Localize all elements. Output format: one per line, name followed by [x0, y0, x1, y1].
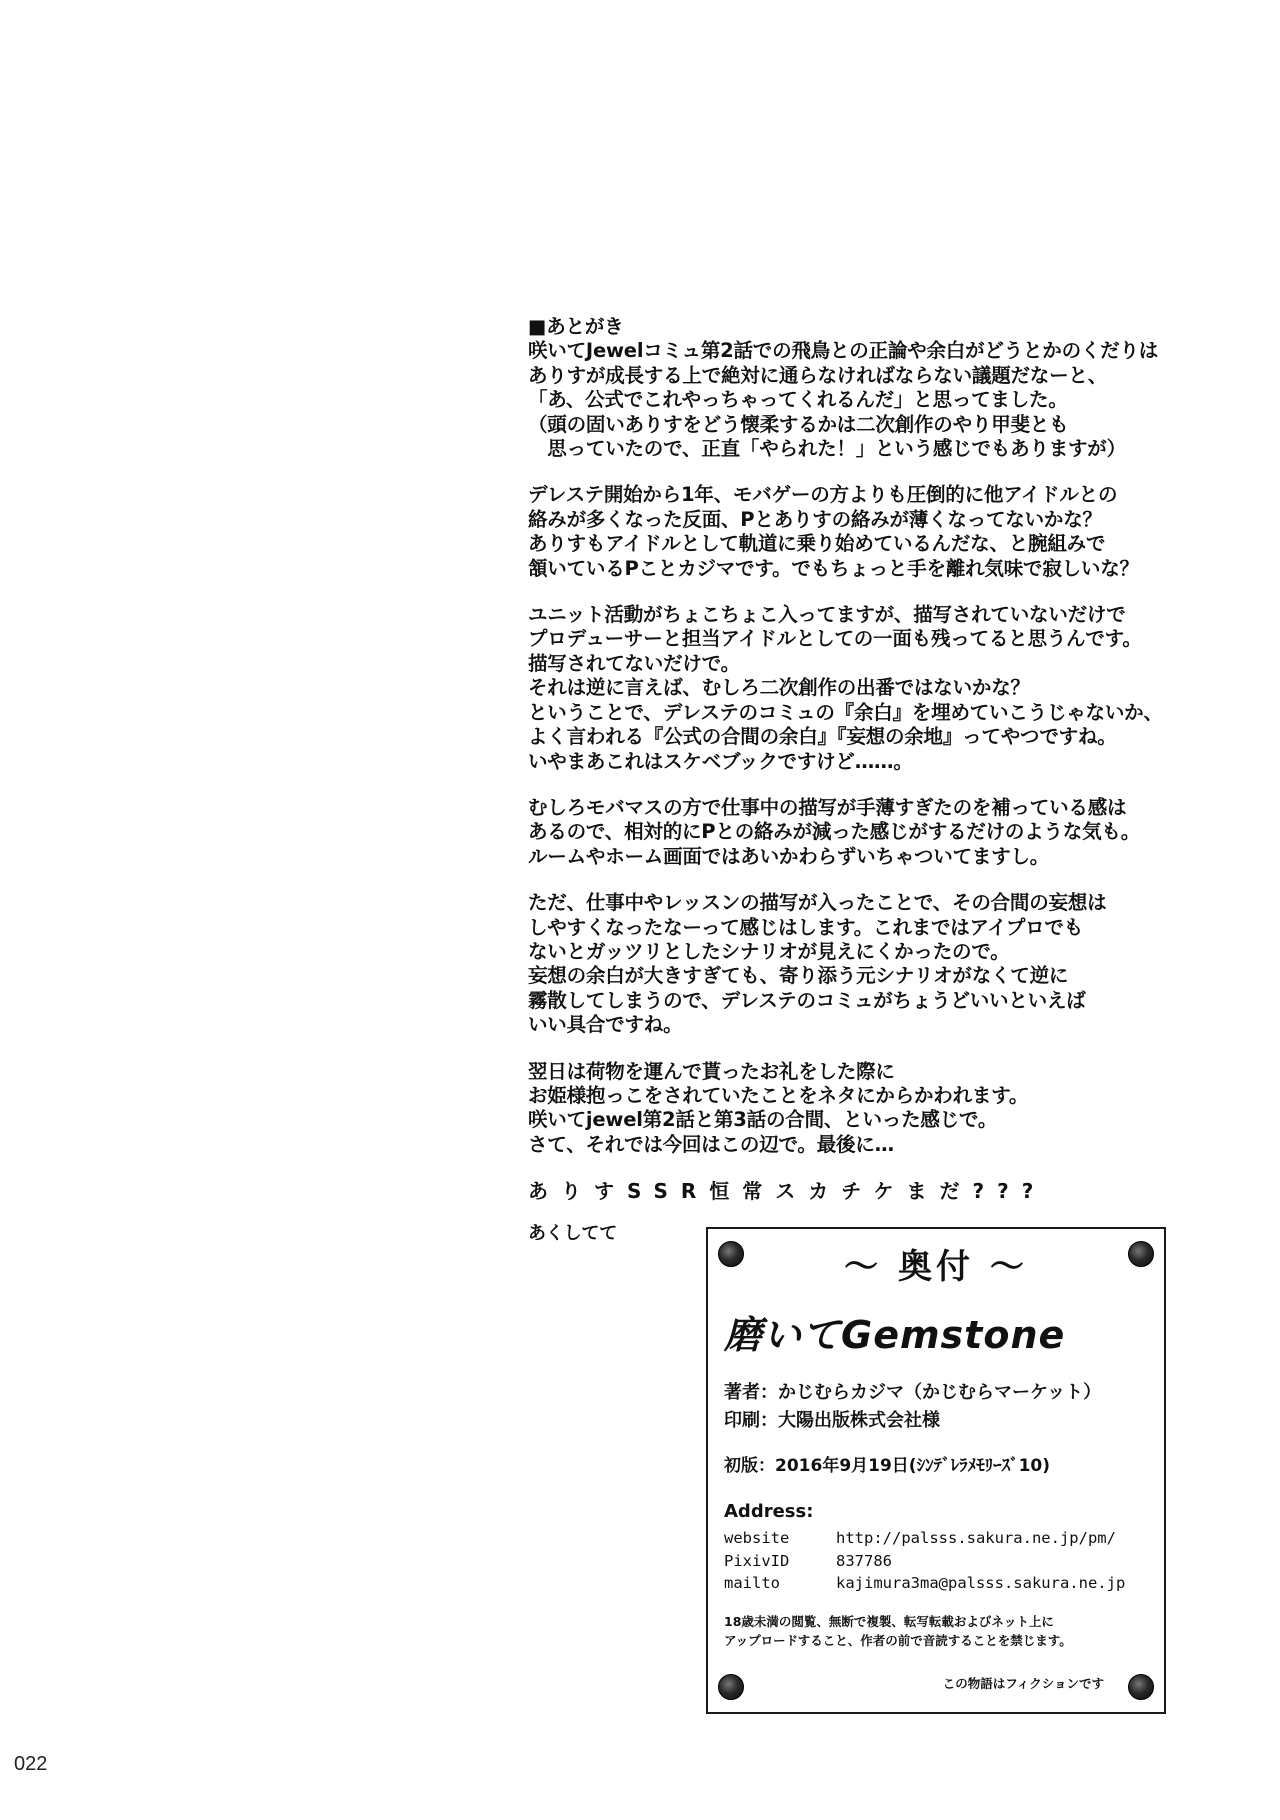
- text-line: いい具合ですね。: [528, 1013, 683, 1037]
- afterword-paragraph: [528, 339, 1168, 461]
- text-line: ないとガッツリとしたシナリオが見えにくかったので。: [528, 939, 1010, 963]
- text-line: 霧散してしまうので、デレステのコミュがちょうどいいといえば: [528, 988, 1086, 1012]
- text-line: お姫様抱っこをされていたことをネタにからかわれます。: [528, 1083, 1029, 1107]
- closing-line: ありすSSR恒常スカチケまだ???: [528, 1179, 1047, 1204]
- text-line: さて、それでは今回はこの辺で。最後に…: [528, 1132, 894, 1156]
- afterword-paragraph: [528, 483, 1168, 581]
- author-credit: 著者：かじむらカジマ（かじむらマーケット）: [724, 1382, 1102, 1403]
- legal-notice: [724, 1612, 1072, 1650]
- text-line: ルームやホーム画面ではあいかわらずいちゃついてますし。: [528, 844, 1050, 868]
- text-line: 思っていたので、正直「やられた！」という感じでもありますが）: [528, 437, 1126, 461]
- address-row-mail: [724, 1572, 1125, 1595]
- text-line: （頭の固いありすをどう懐柔するかは二次創作のやり甲斐とも: [528, 412, 1069, 436]
- text-line: ありすが成長する上で絶対に通らなければならない議題だなーと、: [528, 363, 1108, 387]
- text-line: しやすくなったなーって感じはします。これまではアイプロでも: [528, 915, 1084, 939]
- address-list: [724, 1527, 1125, 1595]
- address-row-pixiv: [724, 1550, 1125, 1573]
- text-line: ありすもアイドルとして軌道に乗り始めているんだな、と腕組みで: [528, 532, 1106, 556]
- signoff: あくしてて: [528, 1222, 617, 1244]
- website-url[interactable]: http://palsss.sakura.ne.jp/pm/: [836, 1529, 1116, 1547]
- text-line: よく言われる『公式の合間の余白』『妄想の余地』ってやつですね。: [528, 725, 1117, 749]
- text-line: 頷いているPことカジマです。でもちょっと手を離れ気味で寂しいな？: [528, 556, 1139, 580]
- rivet-icon: [718, 1674, 744, 1700]
- afterword-paragraph: [528, 891, 1168, 1037]
- address-label: Address:: [724, 1501, 814, 1522]
- printer-credit: 印刷：大陽出版株式会社様: [724, 1410, 940, 1431]
- text-line: むしろモバマスの方で仕事中の描写が手薄すぎたのを補っている感は: [528, 795, 1127, 819]
- afterword-paragraph: [528, 603, 1168, 774]
- text-line: ただ、仕事中やレッスンの描写が入ったことで、その合間の妄想は: [528, 891, 1107, 915]
- text-line: あるので、相対的にPとの絡みが減った感じがするだけのような気も。: [528, 820, 1141, 844]
- address-key: PixivID: [724, 1551, 790, 1570]
- edition-date: 初版：2016年9月19日(ｼﾝﾃﾞﾚﾗﾒﾓﾘｰｽﾞ10): [724, 1456, 1050, 1476]
- afterword-paragraph: [528, 796, 1168, 869]
- text-line: デレステ開始から1年、モバゲーの方よりも圧倒的に他アイドルとの: [528, 483, 1118, 507]
- afterword-section: [528, 315, 1168, 1246]
- afterword-heading: ■あとがき: [528, 315, 624, 338]
- colophon-box: [706, 1227, 1166, 1714]
- text-line: それは逆に言えば、むしろ二次創作の出番ではないかな？: [528, 676, 1030, 700]
- text-line: 「あ、公式でこれやっちゃってくれるんだ」と思ってました。: [528, 388, 1068, 412]
- text-line: 描写されてないだけで。: [528, 651, 740, 675]
- text-line: プロデューサーと担当アイドルとしての一面も残ってると思うんです。: [528, 627, 1142, 651]
- pixiv-id: 837786: [836, 1551, 892, 1570]
- afterword-paragraph: [528, 1060, 1168, 1158]
- text-line: 絡みが多くなった反面、Pとありすの絡みが薄くなってないかな？: [528, 507, 1102, 531]
- rivet-icon: [1128, 1674, 1154, 1700]
- fiction-note: この物語はフィクションです: [942, 1676, 1104, 1691]
- text-line: ということで、デレステのコミュの『余白』を埋めていこうじゃないか、: [528, 700, 1163, 724]
- email-address[interactable]: kajimura3ma@palsss.sakura.ne.jp: [836, 1574, 1126, 1592]
- text-line: 咲いてjewel第2話と第3話の合間、といった感じで。: [528, 1108, 998, 1132]
- colophon-heading: ～ 奥付 ～: [844, 1247, 1028, 1287]
- text-line: いやまあこれはスケベブックですけど……。: [528, 749, 913, 773]
- book-title: 磨いてGemstone: [724, 1313, 1066, 1357]
- address-key: website: [724, 1529, 790, 1547]
- text-line: ユニット活動がちょこちょこ入ってますが、描写されていないだけで: [528, 603, 1126, 627]
- address-key: mailto: [724, 1574, 780, 1592]
- page-number: 022: [14, 1753, 48, 1775]
- text-line: 妄想の余白が大きすぎても、寄り添う元シナリオがなくて逆に: [528, 964, 1069, 988]
- credits: [724, 1379, 1101, 1435]
- notice-line: アップロードすること、作者の前で音読することを禁じます。: [724, 1633, 1072, 1648]
- address-row-website: [724, 1527, 1125, 1550]
- text-line: 翌日は荷物を運んで貰ったお礼をした際に: [528, 1059, 895, 1083]
- notice-line: 18歳未満の閲覧、無断で複製、転写転載およびネット上に: [724, 1614, 1054, 1629]
- text-line: 咲いてJewelコミュ第2話での飛鳥との正論や余白がどうとかのくだりは: [528, 339, 1159, 363]
